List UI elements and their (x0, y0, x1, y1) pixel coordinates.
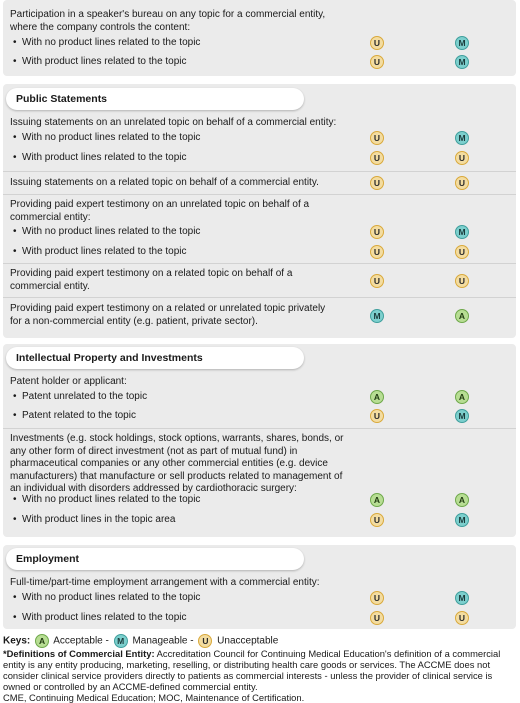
badge-ps4-2: U (455, 274, 469, 288)
badge-em1b-2: U (455, 611, 469, 625)
legend (3, 634, 278, 648)
legend-manageable-label: Manageable (132, 635, 188, 647)
badge-ps1b-1: U (370, 151, 384, 165)
badge-ps4-1: U (370, 274, 384, 288)
legend-dash: - (190, 635, 194, 647)
speakers-bureau-no-product: • With no product lines related to the topic (22, 37, 200, 49)
legend-acceptable-badge: A (35, 634, 49, 648)
badge-ps2-2: U (455, 176, 469, 190)
ps-testimony-product: • With product lines related to the topic (22, 246, 187, 258)
speakers-bureau-row: Participation in a speaker's bureau on any topic for a commercial entity, where the company controls the content: (10, 9, 326, 33)
employment-title: Employment (6, 548, 304, 570)
footnote-text: Accreditation Council for Continuing Medical Education's definition of a commercial entity is any entity producing, marketing, reselling, or distributing health care goods or services. The ACCME does not consider clinical service providers directly to patients as commercial interests - unless the provider of clinical service is owned or controlled by an ACCME-defined commercial entity. (3, 648, 501, 692)
ps-testimony-unrelated-row: Providing paid expert testimony on an unrelated topic on behalf of a commercial entity: (10, 199, 310, 223)
ps-testimony-private-row: Providing paid expert testimony on a related or unrelated topic privately for a non-commercial entity (e.g. patient, private sector). (10, 303, 326, 327)
ip-investments-product: • With product lines in the topic area (22, 514, 175, 526)
legend-unacceptable-badge: U (198, 634, 212, 648)
public-statements-title: Public Statements (6, 88, 304, 110)
badge-ip2b-1: U (370, 513, 384, 527)
badge-ip2a-2: A (455, 493, 469, 507)
ip-investments-row: Investments (e.g. stock holdings, stock options, warrants, shares, bonds, or any other form of direct investment (not as part of mutual fund) in pharmaceutical companies or any other commercial entities (e.g. device manufacturers) that manufacture or sell products related to management of an individual with disorders addressed by cardiothoracic surgery: (10, 433, 344, 494)
em-product: • With product lines related to the topic (22, 612, 187, 624)
legend-label: Keys: (3, 635, 31, 647)
divider (3, 171, 516, 172)
ip-patent-related: • Patent related to the topic (22, 410, 136, 422)
ps-unrelated-no-product: • With no product lines related to the topic (22, 132, 200, 144)
legend-unacceptable-label: Unacceptable (217, 635, 279, 647)
badge-em1a-1: U (370, 591, 384, 605)
ps-unrelated-row: Issuing statements on an unrelated topic on behalf of a commercial entity: (10, 117, 337, 128)
badge-ps1b-2: U (455, 151, 469, 165)
badge-ps3b-1: U (370, 245, 384, 259)
badge-ps1a-2: M (455, 131, 469, 145)
divider (3, 428, 516, 429)
badge-ps5-1: M (370, 309, 384, 323)
ps-unrelated-product: • With product lines related to the topic (22, 152, 187, 164)
badge-ip1a-2: A (455, 390, 469, 404)
badge-r1a-2: M (455, 36, 469, 50)
badge-ps3a-2: M (455, 225, 469, 239)
ip-investments-no-product: • With no product lines related to the topic (22, 494, 200, 506)
badge-ip2b-2: M (455, 513, 469, 527)
legend-dash: - (105, 635, 109, 647)
badge-ip1a-1: A (370, 390, 384, 404)
divider (3, 194, 516, 195)
legend-manageable-badge: M (114, 634, 128, 648)
ps-testimony-related-row: Providing paid expert testimony on a related topic on behalf of a commercial entity. (10, 268, 293, 292)
badge-ps3a-1: U (370, 225, 384, 239)
footnote (3, 648, 518, 703)
badge-ip2a-1: A (370, 493, 384, 507)
badge-ip1b-1: U (370, 409, 384, 423)
badge-ps2-1: U (370, 176, 384, 190)
badge-ps5-2: A (455, 309, 469, 323)
divider (3, 297, 516, 298)
badge-r1a-1: U (370, 36, 384, 50)
ps-related-row: Issuing statements on a related topic on behalf of a commercial entity. (10, 177, 319, 188)
badge-r1b-1: U (370, 55, 384, 69)
badge-em1a-2: M (455, 591, 469, 605)
ip-investments-title: Intellectual Property and Investments (6, 347, 304, 369)
badge-em1b-1: U (370, 611, 384, 625)
badge-ps1a-1: U (370, 131, 384, 145)
footnote-heading: *Definitions of Commercial Entity: (3, 648, 155, 659)
speakers-bureau-product: • With product lines related to the topic (22, 56, 187, 68)
badge-r1b-2: M (455, 55, 469, 69)
ip-patent-row: Patent holder or applicant: (10, 376, 127, 387)
ps-testimony-no-product: • With no product lines related to the topic (22, 226, 200, 238)
divider (3, 263, 516, 264)
em-employment-row: Full-time/part-time employment arrangement with a commercial entity: (10, 577, 320, 588)
badge-ip1b-2: M (455, 409, 469, 423)
footnote-abbreviations: CME, Continuing Medical Education; MOC, Maintenance of Certification. (3, 692, 305, 703)
legend-acceptable-label: Acceptable (53, 635, 103, 647)
badge-ps3b-2: U (455, 245, 469, 259)
em-no-product: • With no product lines related to the topic (22, 592, 200, 604)
ip-patent-unrelated: • Patent unrelated to the topic (22, 391, 147, 403)
